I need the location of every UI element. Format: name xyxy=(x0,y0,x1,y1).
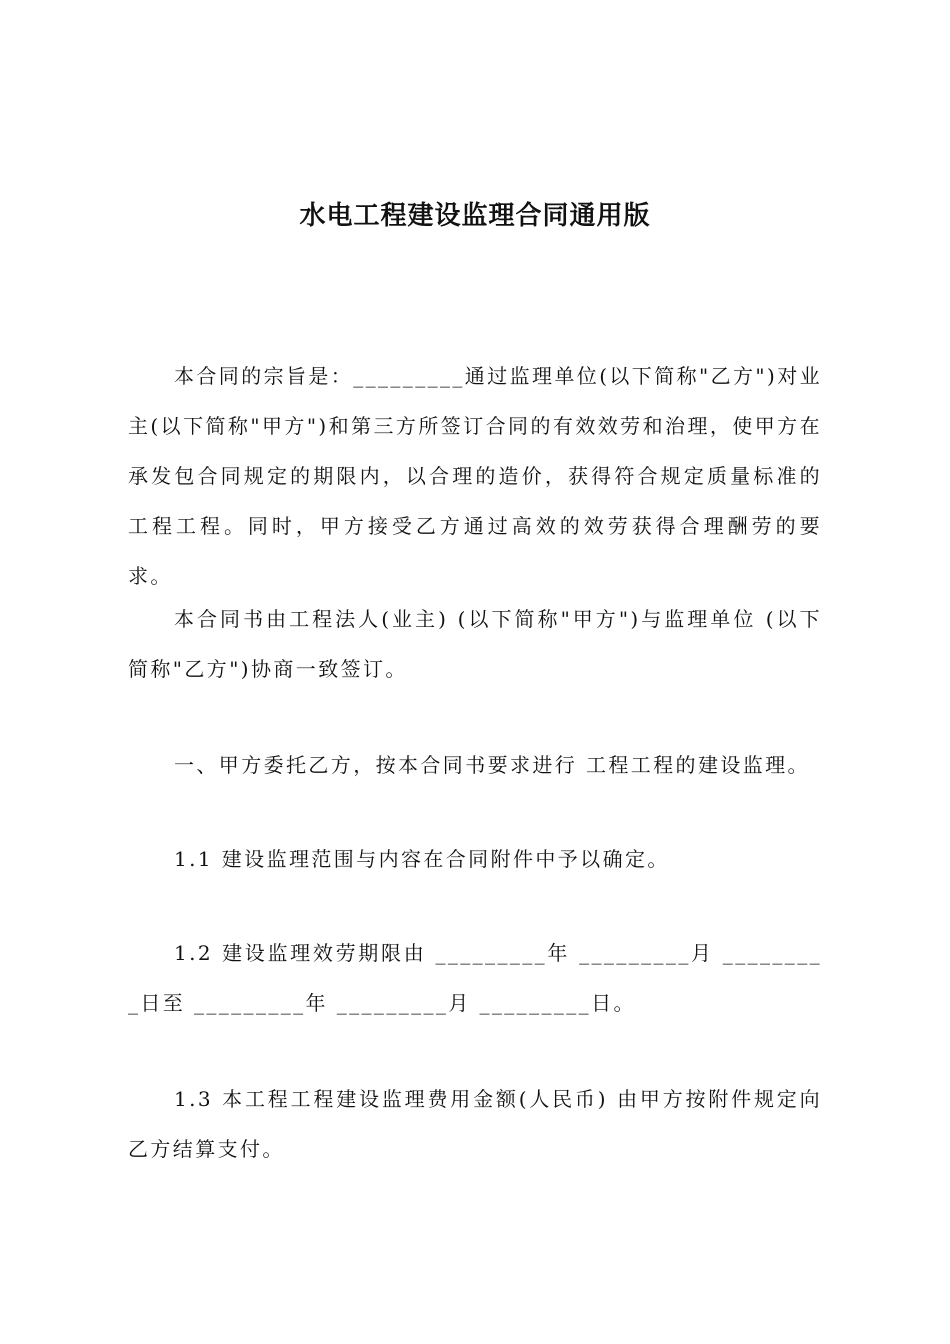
document-title: 水电工程建设监理合同通用版 xyxy=(299,201,651,231)
clause-1: 一、甲方委托乙方，按本合同书要求进行 工程工程的建设监理。 xyxy=(174,753,810,777)
clause-1-1: 1.1 建设监理范围与内容在合同附件中予以确定。 xyxy=(174,847,670,871)
paragraph-parties: 本合同书由工程法人(业主) (以下简称"甲方")与监理单位 (以下简称"乙方")协商一致签订。 xyxy=(128,607,822,681)
clause-1-3: 1.3 本工程工程建设监理费用金额(人民币) 由甲方按附件规定向乙方结算支付。 xyxy=(128,1087,822,1161)
paragraph-purpose: 本合同的宗旨是：_________通过监理单位(以下简称"乙方")对业主(以下简称"甲方")和第三方所签订合同的有效效劳和治理，使甲方在承发包合同规定的期限内，以合理的造价，获得符合规定质量标准的工程工程。同时，甲方接受乙方通过高效的效劳获得合理酬劳的要求。 xyxy=(128,364,823,588)
clause-1-2: 1.2 建设监理效劳期限由 _________年 _________月 _________日至 _________年 _________月 _________日。 xyxy=(128,941,822,1015)
